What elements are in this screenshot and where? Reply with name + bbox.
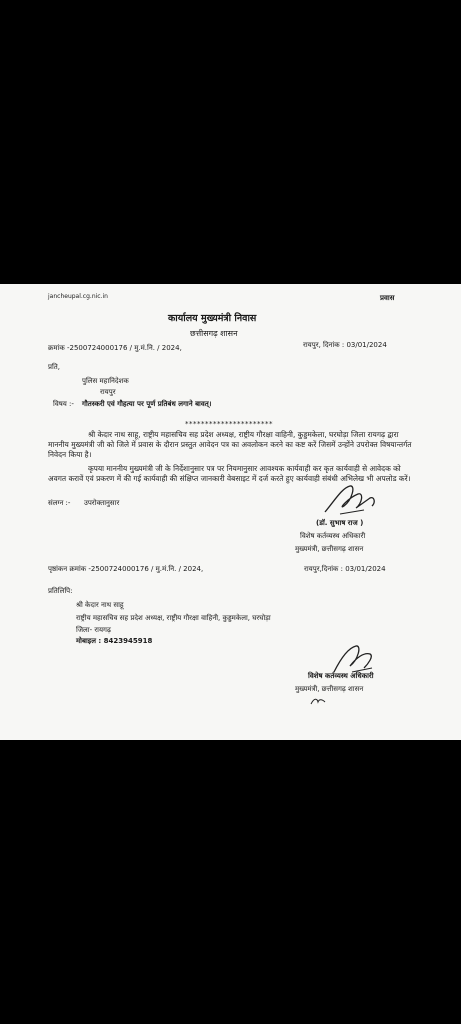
- copy-line-3: जिला- रायगढ़: [76, 626, 111, 634]
- endorsement-date: रायपुर,दिनांक : 03/01/2024: [304, 565, 386, 573]
- enclosure-text: उपरोक्तानुसार: [84, 499, 120, 507]
- letter-document: [0, 284, 461, 740]
- signatory-1-name: (डॉ. सुभाष राज ): [316, 519, 364, 527]
- signatory-1-office: मुख्यमंत्री, छत्तीसगढ़ शासन: [295, 545, 364, 553]
- signature-1-image: [320, 480, 380, 520]
- addressee-line2: रायपुर: [100, 388, 116, 396]
- office-subtitle: छत्तीसगढ़ शासन: [190, 329, 238, 338]
- copy-line-2: राष्ट्रीय महासचिव सह प्रदेश अध्यक्ष, राष्ट्रीय गौरक्षा वाहिनी, कुड्डमकेला, घरघोड़ा: [76, 614, 271, 622]
- office-title: कार्यालय मुख्यमंत्री निवास: [168, 313, 257, 324]
- copy-label: प्रतिलिपि:: [48, 587, 73, 595]
- separator: **********************: [185, 420, 273, 428]
- reference-number: क्रमांक -2500724000176 / मु.मं.नि. / 2024,: [48, 344, 182, 352]
- subject-text: गौतस्करी एवं गौहत्या पर पूर्ण प्रतिबंध लगाने बावत्।: [82, 400, 212, 408]
- subject-label: विषय :-: [53, 400, 74, 408]
- body-paragraph-2: कृपया माननीय मुख्यमंत्री जी के निर्देशानुसार पत्र पर नियमानुसार आवश्यक कार्यवाही कर कृत कार्यवाही से आवेदक को अवगत करावें एवं प्रकरण में की गई कार्यवाही की संक्षिप्त जानकारी वेबसाइट में दर्ज करते हुए कार्यवाही संबंधी अभिलेख भी अपलोड करें।: [48, 464, 411, 484]
- copy-line-1: श्री केदार नाथ साहू: [76, 601, 124, 609]
- addressee-line1: पुलिस महानिदेशक: [82, 377, 129, 385]
- initial-mark: [310, 696, 326, 706]
- website-url: jancheupal.cg.nic.in: [48, 293, 108, 300]
- to-label: प्रति,: [48, 363, 61, 371]
- signatory-1-designation: विशेष कर्तव्यस्थ अधिकारी: [300, 532, 366, 540]
- category-tag: प्रवास: [380, 294, 395, 302]
- signatory-2-designation: विशेष कर्तव्यस्थ अधिकारी: [308, 672, 374, 680]
- signatory-2-office: मुख्यमंत्री, छत्तीसगढ़ शासन: [295, 685, 364, 693]
- place-date: रायपुर, दिनांक : 03/01/2024: [303, 341, 387, 349]
- endorsement-number: पृष्ठांकन क्रमांक -2500724000176 / मु.मं.नि. / 2024,: [48, 565, 204, 573]
- enclosure-label: संलग्न :-: [48, 499, 71, 507]
- copy-line-4-mobile: मोबाइल : 8423945918: [76, 637, 153, 645]
- body-paragraph-1: श्री केदार नाथ साहू, राष्ट्रीय महासचिव सह प्रदेश अध्यक्ष, राष्ट्रीय गौरक्षा वाहिनी, कुड्डमकेला, घरघोड़ा जिला रायगढ़ द्वारा माननीय मुख्यमंत्री जी को जिले में प्रवास के दौरान प्रस्तुत आवेदन पत्र का अवलोकन करने का कष्ट करें जिसमें उन्होंने उपरोक्त विषयान्तर्गत निवेदन किया है।: [48, 430, 412, 460]
